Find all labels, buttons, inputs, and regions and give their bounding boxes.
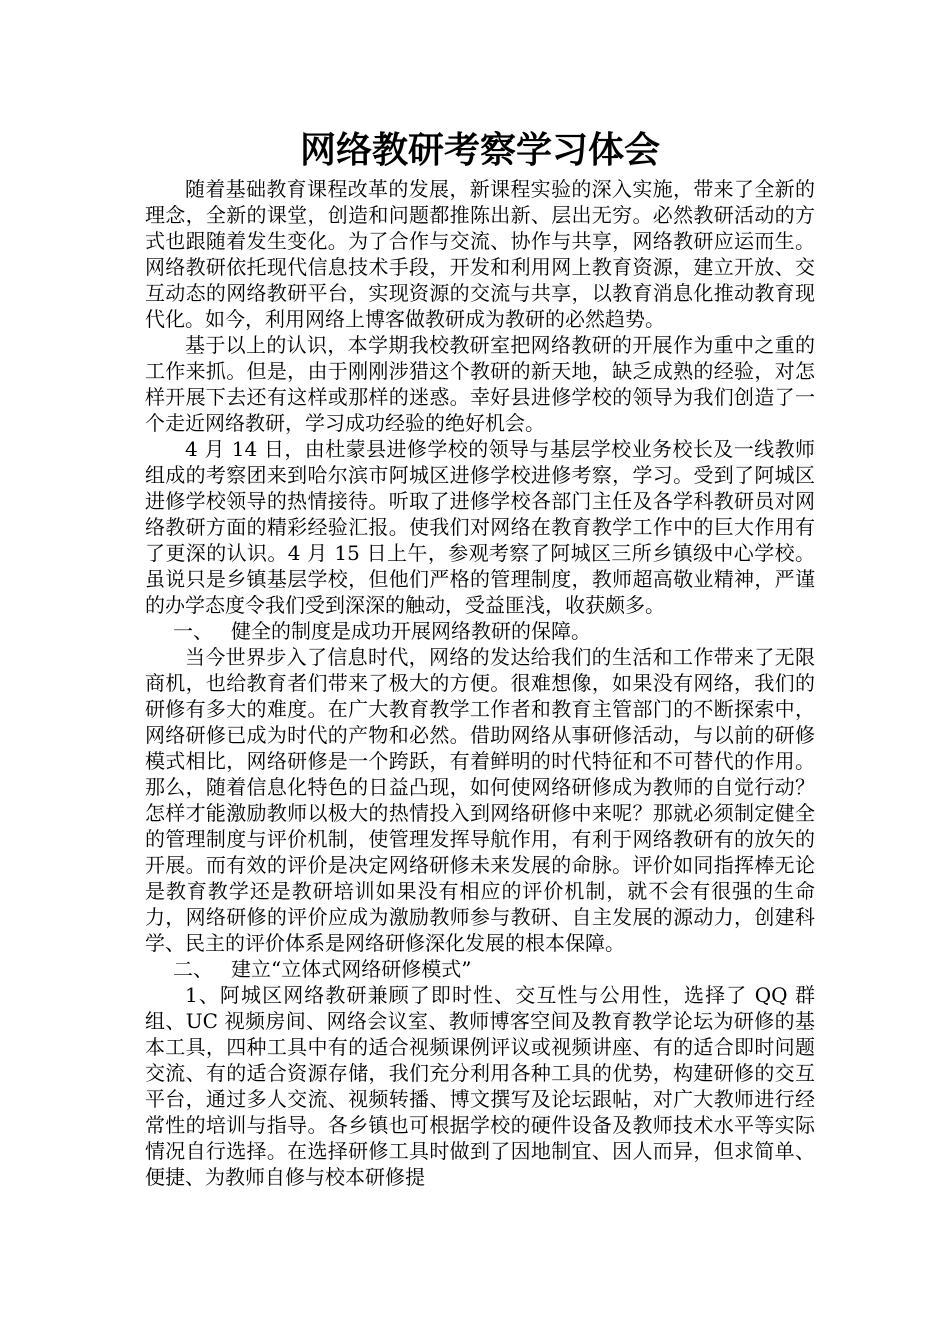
paragraph-visit: 4 月 14 日，由杜蒙县进修学校的领导与基层学校业务校长及一线教师组成的考察团来到哈尔滨市阿城区进修学校进修考察，学习。受到了阿城区进修学校领导的热情接待。听取了进修学校各部门主任及各学科教研员对网络教研方面的精彩经验汇报。使我们对网络在教育教学工作中的巨大作用有了更深的认识。4 月 15 日上午，参观考察了阿城区三所乡镇级中心学校。虽说只是乡镇基层学校，但他们严格的管理制度，教师超高敬业精神，严谨的办学态度令我们受到深深的触动，受益匪浅，收获颇多。 — [145, 437, 815, 617]
section-heading-text-1: 健全的制度是成功开展网络教研的保障。 — [231, 619, 591, 643]
document-body — [145, 176, 815, 1190]
paragraph-background: 基于以上的认识，本学期我校教研室把网络教研的开展作为重中之重的工作来抓。但是，由于刚刚涉猎这个教研的新天地，缺乏成熟的经验，对怎样开展下去还有这样或那样的迷惑。幸好县进修学校的领导为我们创造了一个走近网络教研，学习成功经验的绝好机会。 — [145, 333, 815, 435]
section-number-1: 一、 — [173, 619, 213, 643]
section-heading-1 — [145, 618, 815, 644]
paragraph-section-1: 当今世界步入了信息时代，网络的发达给我们的生活和工作带来了无限商机，也给教育者们带来了极大的方便。很难想像，如果没有网络，我们的研修有多大的难度。在广大教育教学工作者和教育主管部门的不断探索中，网络研修已成为时代的产物和必然。借助网络从事研修活动，与以前的研修模式相比，网络研修是一个跨跃，有着鲜明的时代特征和不可替代的作用。那么，随着信息化特色的日益凸现，如何使网络研修成为教师的自觉行动？怎样才能激励教师以极大的热情投入到网络研修中来呢？那就必须制定健全的管理制度与评价机制，使管理发挥导航作用，有利于网络教研有的放矢的开展。而有效的评价是决定网络研修未来发展的命脉。评价如同指挥棒无论是教育教学还是教研培训如果没有相应的评价机制，就不会有很强的生命力，网络研修的评价应成为激励教师参与教研、自主发展的源动力，创建科学、民主的评价体系是网络研修深化发展的根本保障。 — [145, 645, 815, 955]
paragraph-intro: 随着基础教育课程改革的发展，新课程实验的深入实施，带来了全新的理念，全新的课堂，创造和问题都推陈出新、层出无穷。必然教研活动的方式也跟随着发生变化。为了合作与交流、协作与共享，网络教研应运而生。网络教研依托现代信息技术手段，开发和利用网上教育资源，建立开放、交互动态的网络教研平台，实现资源的交流与共享，以教育消息化推动教育现代化。如今，利用网络上博客做教研成为教研的必然趋势。 — [145, 177, 815, 331]
document-title: 网络教研考察学习体会 — [299, 129, 660, 171]
paragraph-section-2: 1、阿城区网络教研兼顾了即时性、交互性与公用性，选择了 QQ 群组、UC 视频房间、网络会议室、教师博客空间及教育教学论坛为研修的基本工具，四种工具中有的适合视频课例评议或视频讲座、有的适合即时问题交流、有的适合资源存储，我们充分利用各种工具的优势，构建研修的交互平台，通过多人交流、视频转播、博文撰写及论坛跟帖，对广大教师进行经常性的培训与指导。各乡镇也可根据学校的硬件设备及教师技术水平等实际情况自行选择。在选择研修工具时做到了因地制宜、因人而异，但求简单、便捷、为教师自修与校本研修提 — [145, 983, 815, 1189]
section-heading-2 — [145, 956, 815, 982]
section-heading-text-2: 建立“立体式网络研修模式” — [231, 957, 472, 981]
section-number-2: 二、 — [173, 957, 213, 981]
document-page — [145, 128, 815, 1190]
